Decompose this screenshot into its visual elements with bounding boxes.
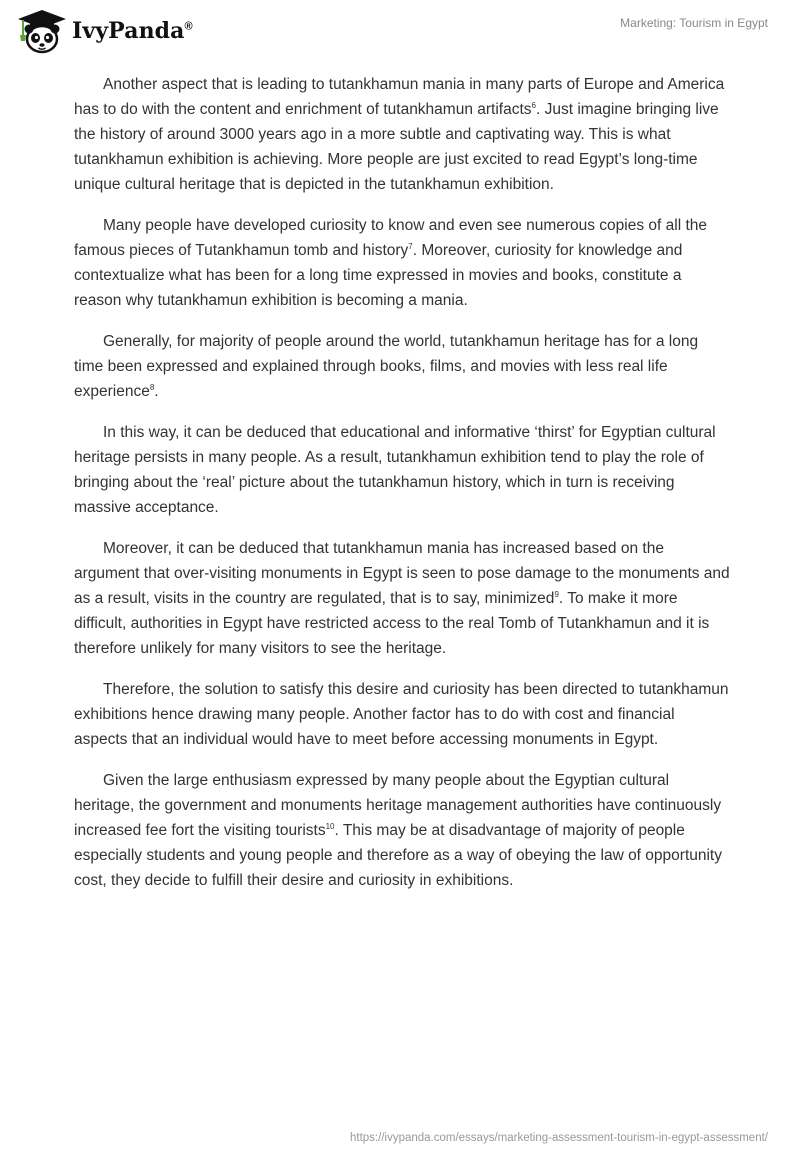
paragraph-text: In this way, it can be deduced that educational and informative ‘thirst’ for Egyptian cultural heritage persists in many people. As a result, tutankhamun exhibition tend to play the role of bringing about the ‘real’ picture about the tutankhamun history, which in turn is receiving massive acceptance. bbox=[74, 424, 716, 516]
logo-wordmark: IvyPanda® bbox=[72, 18, 193, 44]
paragraph-text: . Moreover, curiosity for knowledge and contextualize what has been for a long time expressed in movies and books, constitute a reason why tutankhamun exhibition is becoming a mania. bbox=[74, 242, 683, 309]
paragraph-text: Moreover, it can be deduced that tutankhamun mania has increased based on the argument that over-visiting monuments in Egypt is seen to pose damage to the monuments and as a result, visits in the country are regulated, that is to say, minimized bbox=[74, 540, 730, 607]
footnote-ref[interactable]: 7 bbox=[408, 242, 413, 251]
panda-graduation-cap-icon bbox=[14, 8, 70, 54]
paragraph bbox=[74, 768, 730, 893]
paragraph bbox=[74, 677, 730, 752]
footer-url[interactable]: https://ivypanda.com/essays/marketing-assessment-tourism-in-egypt-assessment/ bbox=[350, 1132, 768, 1144]
paragraph bbox=[74, 420, 730, 520]
paragraph-text: . To make it more difficult, authorities in Egypt have restricted access to the real Tomb of Tutankhamun and it is therefore unlikely for many visitors to see the heritage. bbox=[74, 590, 710, 657]
ivypanda-logo[interactable] bbox=[14, 8, 193, 54]
paragraph-text: . This may be at disadvantage of majority of people especially students and young people and therefore as a way of obeying the law of opportunity cost, they decide to fulfill their desire and curiosity in exhibitions. bbox=[74, 822, 722, 889]
footnote-ref[interactable]: 9 bbox=[554, 590, 559, 599]
paragraph-text: . bbox=[154, 383, 159, 400]
paragraph bbox=[74, 329, 730, 404]
footnote-ref[interactable]: 10 bbox=[325, 822, 335, 831]
paragraph bbox=[74, 213, 730, 313]
paragraph bbox=[74, 536, 730, 661]
paragraph-text: Many people have developed curiosity to know and even see numerous copies of all the famous pieces of Tutankhamun tomb and history bbox=[74, 217, 708, 259]
paragraph bbox=[74, 72, 730, 197]
paragraph-text: Therefore, the solution to satisfy this desire and curiosity has been directed to tutankhamun exhibitions hence drawing many people. Another factor has to do with cost and financial aspects that an individual would have to meet before accessing monuments in Egypt. bbox=[74, 681, 729, 748]
paragraph-text: Given the large enthusiasm expressed by many people about the Egyptian cultural heritage, the government and monuments heritage management authorities have continuously increased fee fort the visiting tourists bbox=[74, 772, 722, 839]
paragraph-text: . Just imagine bringing live the history of around 3000 years ago in a more subtle and captivating way. This is what tutankhamun exhibition is achieving. More people are just excited to read Egypt’s long-time unique cultural heritage that is depicted in the tutankhamun exhibition. bbox=[74, 101, 719, 193]
document-title: Marketing: Tourism in Egypt bbox=[620, 16, 768, 30]
paragraph-text: Another aspect that is leading to tutankhamun mania in many parts of Europe and America has to do with the content and enrichment of tutankhamun artifacts bbox=[74, 76, 725, 118]
footnote-ref[interactable]: 8 bbox=[149, 383, 155, 392]
page-header bbox=[0, 0, 800, 60]
essay-body bbox=[74, 72, 730, 909]
footnote-ref[interactable]: 6 bbox=[531, 101, 536, 110]
paragraph-text: Generally, for majority of people around the world, tutankhamun heritage has for a long time been expressed and explained through books, films, and movies with less real life experience bbox=[74, 333, 699, 400]
